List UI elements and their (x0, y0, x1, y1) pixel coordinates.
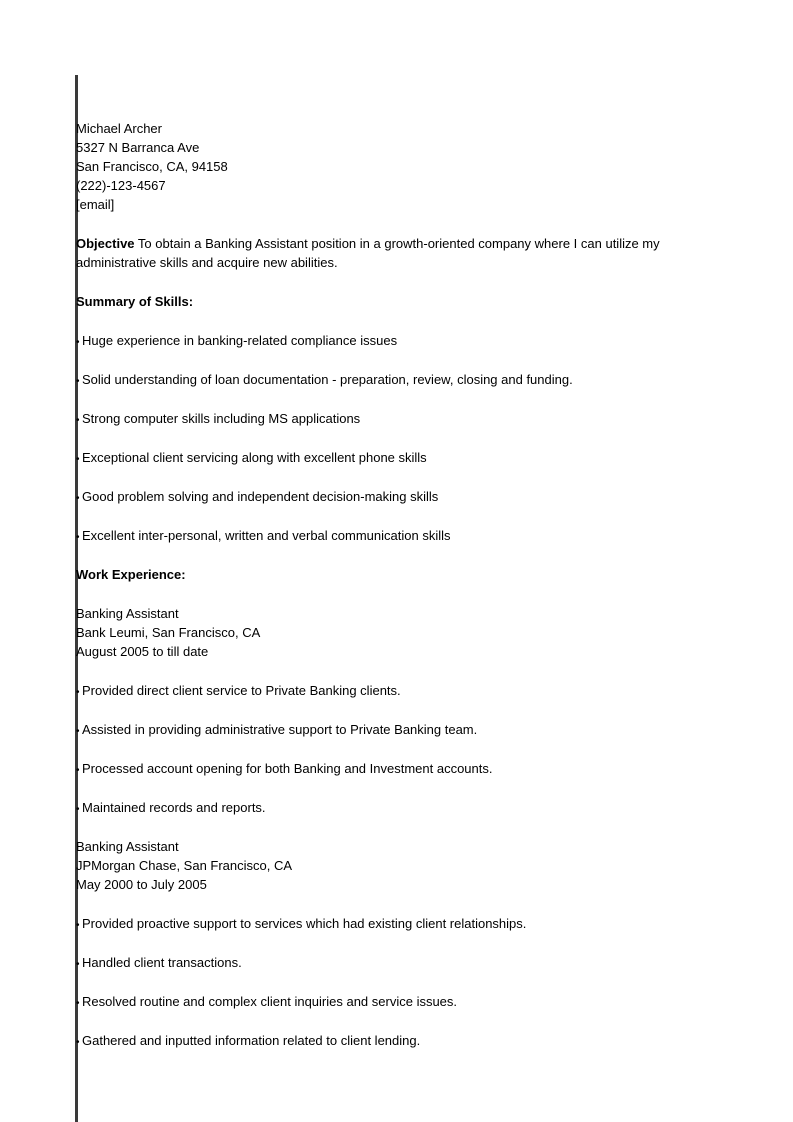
job-duty-item (76, 953, 716, 972)
objective-text: To obtain a Banking Assistant position in a growth-oriented company where I can utilize my administrative skills and acquire new abilities. (76, 236, 660, 270)
bullet-icon: • (76, 687, 80, 698)
objective-paragraph (76, 234, 716, 272)
bullet-icon: • (76, 804, 80, 815)
contact-city: San Francisco, CA, 94158 (76, 159, 228, 174)
bullet-text: Huge experience in banking-related compliance issues (82, 333, 398, 348)
skill-item (76, 370, 716, 389)
bullet-text: Excellent inter-personal, written and verbal communication skills (82, 528, 451, 543)
bullet-text: Good problem solving and independent decision-making skills (82, 489, 439, 504)
bullet-text: Exceptional client servicing along with excellent phone skills (82, 450, 427, 465)
job-duty-item (76, 759, 716, 778)
job-duty-item (76, 720, 716, 739)
bullet-icon: • (76, 998, 80, 1009)
resume-body (76, 119, 716, 1050)
bullet-text: Handled client transactions. (82, 955, 242, 970)
contact-name: Michael Archer (76, 121, 162, 136)
job-company: JPMorgan Chase, San Francisco, CA (76, 858, 293, 873)
bullet-icon: • (76, 765, 80, 776)
job-duty-item (76, 1031, 716, 1050)
bullet-icon: • (76, 337, 80, 348)
job-duty-item (76, 681, 716, 700)
objective-label: Objective (76, 236, 135, 251)
job-company: Bank Leumi, San Francisco, CA (76, 625, 261, 640)
experience-heading: Work Experience: (76, 567, 186, 582)
bullet-text: Provided proactive support to services which had existing client relationships. (82, 916, 527, 931)
bullet-text: Resolved routine and complex client inquiries and service issues. (82, 994, 458, 1009)
job-entry (76, 837, 716, 1050)
bullet-icon: • (76, 493, 80, 504)
job-dates: August 2005 to till date (76, 644, 209, 659)
bullet-text: Processed account opening for both Banking and Investment accounts. (82, 761, 493, 776)
jobs-list (76, 584, 716, 1050)
bullet-text: Provided direct client service to Private Banking clients. (82, 683, 401, 698)
bullet-text: Maintained records and reports. (82, 800, 266, 815)
skills-list (76, 311, 716, 545)
job-duty-item (76, 914, 716, 933)
bullet-icon: • (76, 415, 80, 426)
job-title: Banking Assistant (76, 606, 179, 621)
bullet-text: Assisted in providing administrative support to Private Banking team. (82, 722, 478, 737)
job-entry (76, 604, 716, 817)
skill-item (76, 409, 716, 428)
job-duty-item (76, 992, 716, 1011)
bullet-text: Solid understanding of loan documentation - preparation, review, closing and funding. (82, 372, 573, 387)
skill-item (76, 448, 716, 467)
bullet-icon: • (76, 454, 80, 465)
bullet-icon: • (76, 376, 80, 387)
job-title: Banking Assistant (76, 839, 179, 854)
contact-address: 5327 N Barranca Ave (76, 140, 200, 155)
skill-item (76, 526, 716, 545)
bullet-icon: • (76, 532, 80, 543)
skill-item (76, 487, 716, 506)
bullet-icon: • (76, 726, 80, 737)
contact-phone: (222)-123-4567 (76, 178, 166, 193)
bullet-icon: • (76, 959, 80, 970)
bullet-text: Strong computer skills including MS applications (82, 411, 361, 426)
job-dates: May 2000 to July 2005 (76, 877, 207, 892)
skills-heading: Summary of Skills: (76, 294, 194, 309)
bullet-icon: • (76, 1037, 80, 1048)
job-duty-item (76, 798, 716, 817)
bullet-text: Gathered and inputted information related to client lending. (82, 1033, 421, 1048)
contact-email: [email] (76, 197, 115, 212)
bullet-icon: • (76, 920, 80, 931)
contact-block (76, 119, 716, 214)
skill-item (76, 331, 716, 350)
